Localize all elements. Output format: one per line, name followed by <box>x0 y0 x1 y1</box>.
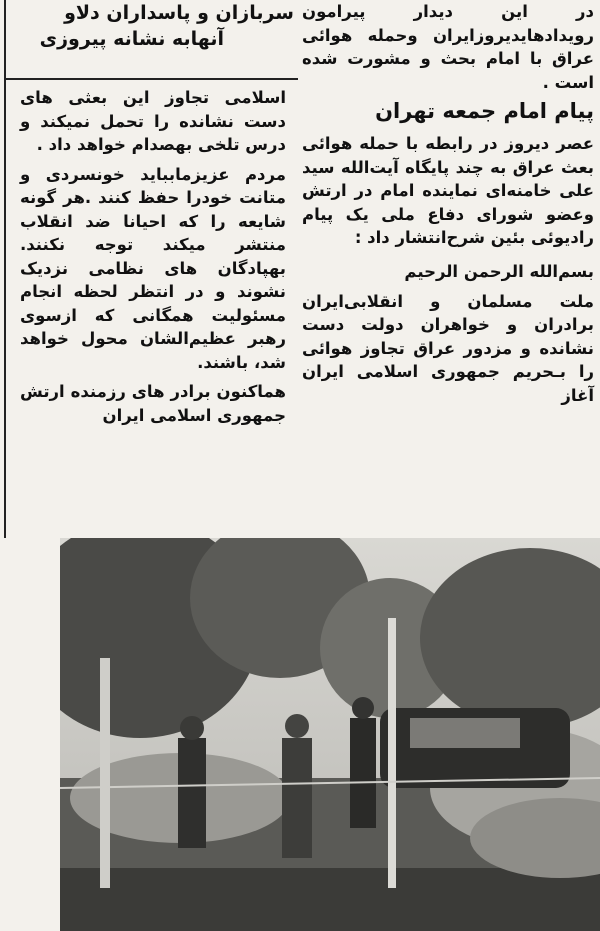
article-subheading: پیام امام جمعه تهران <box>375 99 594 123</box>
left-paragraph-2: مردم عزیزمابباید خونسردی و متانت خودرا حفظ کنند .هر گونه شایعه را که احیانا ضد انقلاب منتشر میکند توجه نکنند. بهپادگان های نظامی نزدیک نشوند و در انتظر لحظه انجام مسئولیت همگانی که ازسوی رهبر عظیم‌الشان محول خواهد شد، باشند. <box>20 164 286 372</box>
left-paragraph-3: هماکنون برادر های رزمنده ارتش جمهوری اسلامی ایران <box>20 382 286 425</box>
headline-line-2: آنهابه نشانه پیروزی <box>39 28 224 50</box>
left-headline <box>8 0 294 52</box>
right-intro: در این دیدار پیرامون رویدادهایدیروزایران وحمله هوائی عراق با امام بحث و مشورت شده است . <box>302 2 594 92</box>
news-photo <box>60 538 600 931</box>
right-column <box>302 0 594 407</box>
salutation: بسم‌الله الرحمن الرحیم <box>404 261 594 281</box>
right-message: ملت مسلمان و انقلابی‌ایران برادران و خواهران دولت دست نشانده و مزدور عراق تجاوز هوائی را بـحریم جمهوری اسلامی ایران آغاز <box>302 291 594 405</box>
left-column <box>20 86 286 427</box>
headline-line-1: سربازان و پاسداران دلاو <box>64 2 294 24</box>
column-divider <box>4 0 6 538</box>
header-divider <box>6 78 298 80</box>
left-paragraph-1: اسلامی تجاوز این بعثی های دست نشانده را تحمل نمیکند و درس تلخی بهصدام خواهد داد . <box>20 88 286 154</box>
news-photo-image <box>60 538 600 931</box>
right-body: عصر دیروز در رابطه با حمله هوائی بعث عراق به چند پایگاه آیت‌الله سید علی خامنه‌ای نماینده امام در ارتش وعضو شورای دفاع ملی یک پیام رادیوئی بئین شرح‌انتشار داد : <box>302 134 594 247</box>
